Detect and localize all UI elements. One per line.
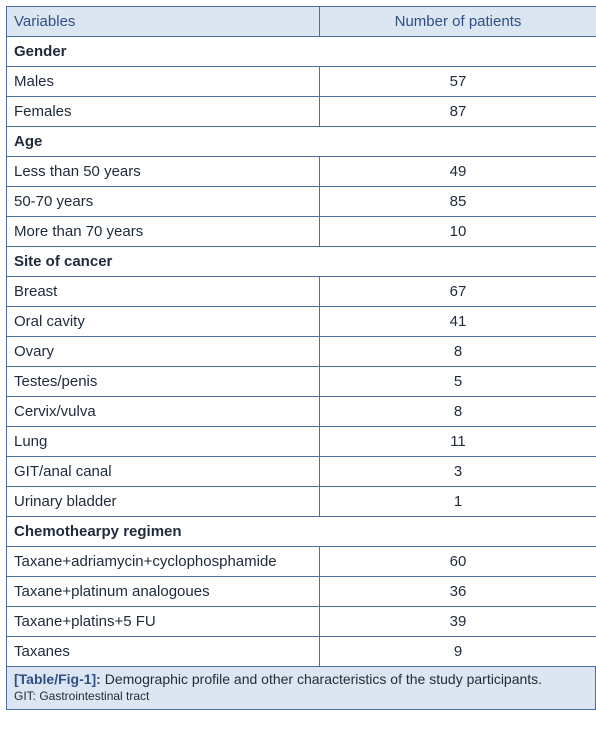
- row-value: 8: [320, 397, 596, 427]
- row-value: 67: [320, 277, 596, 307]
- row-value: 87: [320, 97, 596, 127]
- table-header-row: [7, 7, 596, 37]
- caption-footnote: GIT: Gastrointestinal tract: [14, 689, 150, 703]
- row-label: Females: [7, 97, 320, 127]
- table-row: [7, 577, 596, 607]
- row-value: 10: [320, 217, 596, 247]
- row-label: Taxane+platinum analogoues: [7, 577, 320, 607]
- row-value: 39: [320, 607, 596, 637]
- header-number-of-patients: Number of patients: [320, 7, 596, 37]
- section-title: Gender: [7, 37, 596, 67]
- row-label: Taxane+platins+5 FU: [7, 607, 320, 637]
- patient-characteristics-table: [6, 6, 596, 667]
- row-label: GIT/anal canal: [7, 457, 320, 487]
- section-title: Chemothearpy regimen: [7, 517, 596, 547]
- row-label: Less than 50 years: [7, 157, 320, 187]
- caption-text: Demographic profile and other characteristics of the study participants.: [100, 671, 543, 687]
- table-row: [7, 547, 596, 577]
- row-value: 49: [320, 157, 596, 187]
- table-row: [7, 307, 596, 337]
- row-label: Ovary: [7, 337, 320, 367]
- section-row: [7, 247, 596, 277]
- row-label: Lung: [7, 427, 320, 457]
- row-value: 36: [320, 577, 596, 607]
- row-value: 3: [320, 457, 596, 487]
- row-value: 5: [320, 367, 596, 397]
- row-label: Cervix/vulva: [7, 397, 320, 427]
- table-figure: [6, 6, 596, 710]
- table-row: [7, 217, 596, 247]
- table-row: [7, 637, 596, 667]
- table-row: [7, 367, 596, 397]
- table-row: [7, 487, 596, 517]
- row-value: 41: [320, 307, 596, 337]
- row-label: Urinary bladder: [7, 487, 320, 517]
- section-row: [7, 127, 596, 157]
- table-body: [7, 37, 596, 667]
- header-variables: Variables: [7, 7, 320, 37]
- row-label: Breast: [7, 277, 320, 307]
- table-row: [7, 607, 596, 637]
- row-value: 1: [320, 487, 596, 517]
- row-label: Testes/penis: [7, 367, 320, 397]
- table-row: [7, 337, 596, 367]
- row-value: 57: [320, 67, 596, 97]
- table-row: [7, 157, 596, 187]
- table-row: [7, 97, 596, 127]
- section-title: Age: [7, 127, 596, 157]
- row-label: Oral cavity: [7, 307, 320, 337]
- table-row: [7, 427, 596, 457]
- table-row: [7, 67, 596, 97]
- row-label: More than 70 years: [7, 217, 320, 247]
- section-row: [7, 517, 596, 547]
- row-value: 9: [320, 637, 596, 667]
- row-value: 8: [320, 337, 596, 367]
- row-label: Taxane+adriamycin+cyclophosphamide: [7, 547, 320, 577]
- row-label: Taxanes: [7, 637, 320, 667]
- table-row: [7, 457, 596, 487]
- table-row: [7, 277, 596, 307]
- section-row: [7, 37, 596, 67]
- table-caption: [6, 667, 596, 710]
- section-title: Site of cancer: [7, 247, 596, 277]
- table-row: [7, 397, 596, 427]
- row-value: 60: [320, 547, 596, 577]
- table-row: [7, 187, 596, 217]
- row-value: 85: [320, 187, 596, 217]
- caption-label: [Table/Fig-1]:: [14, 671, 101, 687]
- row-label: 50-70 years: [7, 187, 320, 217]
- row-value: 11: [320, 427, 596, 457]
- row-label: Males: [7, 67, 320, 97]
- caption-line: [14, 670, 591, 688]
